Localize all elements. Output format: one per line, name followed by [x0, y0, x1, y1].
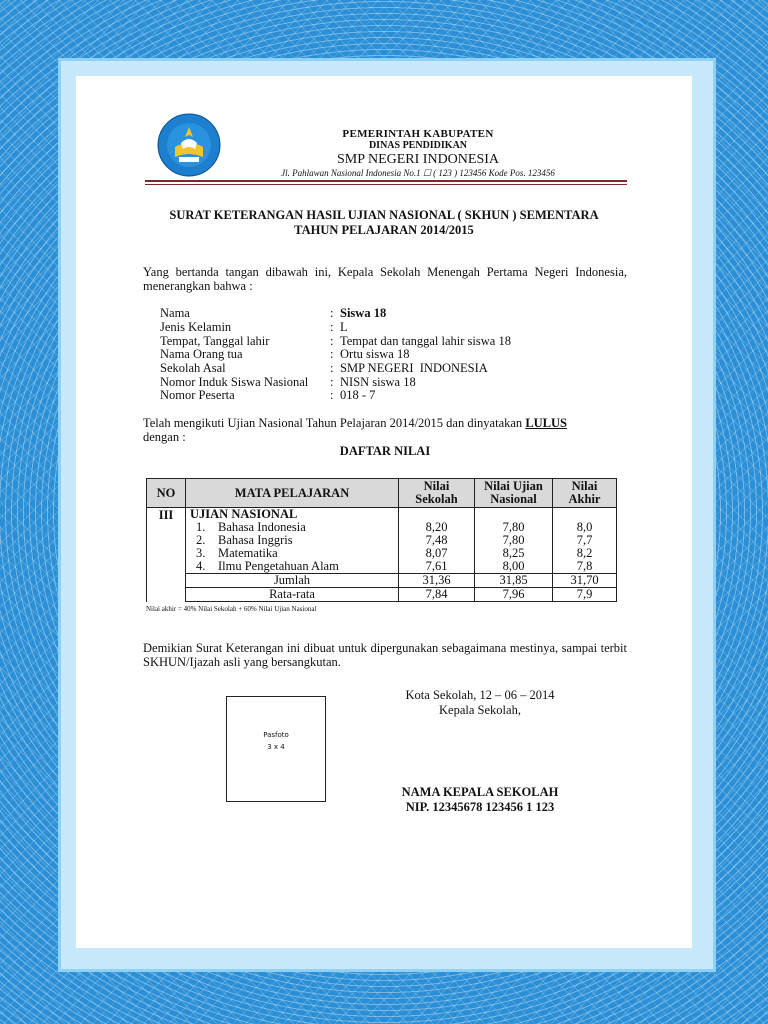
header-rule-thin: [145, 184, 627, 185]
header-government: PEMERINTAH KABUPATEN: [342, 128, 494, 140]
avg-final: 7,9: [553, 588, 617, 602]
field-value-nisn: NISN siswa 18: [340, 375, 416, 389]
section-name: UJIAN NASIONAL 1. Bahasa Indonesia 2. Bahasa Inggris 3. Matematika 4. Ilmu Pengetahuan Alam: [186, 508, 399, 574]
score-note: Nilai akhir = 40% Nilai Sekolah + 60% Nilai Ujian Nasional: [146, 605, 317, 613]
statement-after: dengan :: [143, 430, 186, 444]
place-date: Kota Sekolah, 12 – 06 – 2014: [405, 688, 555, 702]
field-colon: :: [330, 388, 334, 402]
header-no: NO: [147, 479, 186, 508]
avg-label: Rata-rata: [186, 588, 399, 602]
field-value-parent: Ortu siswa 18: [340, 347, 410, 361]
field-label: Nama: [160, 306, 190, 320]
table-header-row: [147, 479, 617, 508]
table-row: 4. Ilmu Pengetahuan Alam: [196, 559, 339, 573]
field-value-birth: Tempat dan tanggal lahir siswa 18: [340, 334, 511, 348]
header-address: Jl. Pahlawan Nasional Indonesia No.1 ☐ ( 123 ) 123456 Kode Pos. 123456: [281, 168, 555, 178]
grades-table: [146, 478, 617, 602]
avg-school: 7,84: [399, 588, 475, 602]
principal-nip: NIP. 12345678 123456 1 123: [405, 800, 555, 814]
field-label: Nomor Peserta: [160, 388, 235, 402]
header-un-score: Nilai Ujian Nasional: [475, 479, 553, 508]
sum-row: [147, 574, 617, 588]
table-row: 2. Bahasa Inggris: [196, 533, 293, 547]
closing-paragraph: Demikian Surat Keterangan ini dibuat untuk dipergunakan sebagaimana mestinya, sampai terbit SKHUN/Ijazah asli yang bersangkutan.: [143, 641, 627, 669]
header-department: DINAS PENDIDIKAN: [368, 140, 468, 151]
field-label: Jenis Kelamin: [160, 320, 232, 334]
table-section-row: [147, 508, 617, 574]
field-colon: :: [330, 334, 334, 348]
field-value-exam-number: 018 - 7: [340, 388, 376, 402]
status-lulus: LULUS: [525, 416, 567, 430]
photo-placeholder: [226, 696, 326, 802]
field-value-gender: L: [340, 320, 348, 334]
field-colon: :: [330, 347, 334, 361]
header-school-name: SMP NEGERI INDONESIA: [336, 152, 500, 167]
grades-heading: DAFTAR NILAI: [339, 444, 431, 458]
photo-label: Pasfoto: [263, 731, 289, 739]
header-subject: MATA PELAJARAN: [186, 479, 399, 508]
sum-school: 31,36: [399, 574, 475, 588]
field-colon: :: [330, 375, 334, 389]
avg-un: 7,96: [475, 588, 553, 602]
tut-wuri-handayani-logo: [157, 113, 221, 177]
statement-text: Telah mengikuti Ujian Nasional Tahun Pelajaran 2014/2015 dan dinyatakan: [143, 416, 526, 430]
sum-un: 31,85: [475, 574, 553, 588]
document-title: SURAT KETERANGAN HASIL UJIAN NASIONAL ( SKHUN ) SEMENTARA: [169, 208, 599, 222]
field-label: Nama Orang tua: [160, 347, 243, 361]
section-number: III: [147, 508, 186, 602]
school-scores: 8,20 7,48 8,07 7,61: [399, 508, 475, 574]
un-scores: 7,80 7,80 8,25 8,00: [475, 508, 553, 574]
field-label: Nomor Induk Siswa Nasional: [160, 375, 309, 389]
final-scores: 8,0 7,7 8,2 7,8: [553, 508, 617, 574]
field-colon: :: [330, 361, 334, 375]
field-label: Tempat, Tanggal lahir: [160, 334, 270, 348]
principal-name: NAMA KEPALA SEKOLAH: [401, 785, 559, 799]
statement-paragraph: [143, 416, 627, 444]
intro-paragraph: Yang bertanda tangan dibawah ini, Kepala Sekolah Menengah Pertama Negeri Indonesia, menerangkan bahwa :: [143, 265, 627, 293]
field-value-school: SMP NEGERI INDONESIA: [340, 361, 488, 375]
field-colon: :: [330, 306, 334, 320]
header-final-score: Nilai Akhir: [553, 479, 617, 508]
field-label: Sekolah Asal: [160, 361, 226, 375]
header-school-score: Nilai Sekolah: [399, 479, 475, 508]
field-value-name: Siswa 18: [340, 306, 387, 320]
field-colon: :: [330, 320, 334, 334]
table-row: 3. Matematika: [196, 546, 278, 560]
header-rule-thick: [145, 180, 627, 182]
document-subtitle: TAHUN PELAJARAN 2014/2015: [294, 223, 474, 237]
sum-final: 31,70: [553, 574, 617, 588]
avg-row: [147, 588, 617, 602]
photo-size: 3 x 4: [267, 743, 285, 751]
sum-label: Jumlah: [186, 574, 399, 588]
principal-role: Kepala Sekolah,: [439, 703, 521, 717]
table-row: 1. Bahasa Indonesia: [196, 520, 306, 534]
